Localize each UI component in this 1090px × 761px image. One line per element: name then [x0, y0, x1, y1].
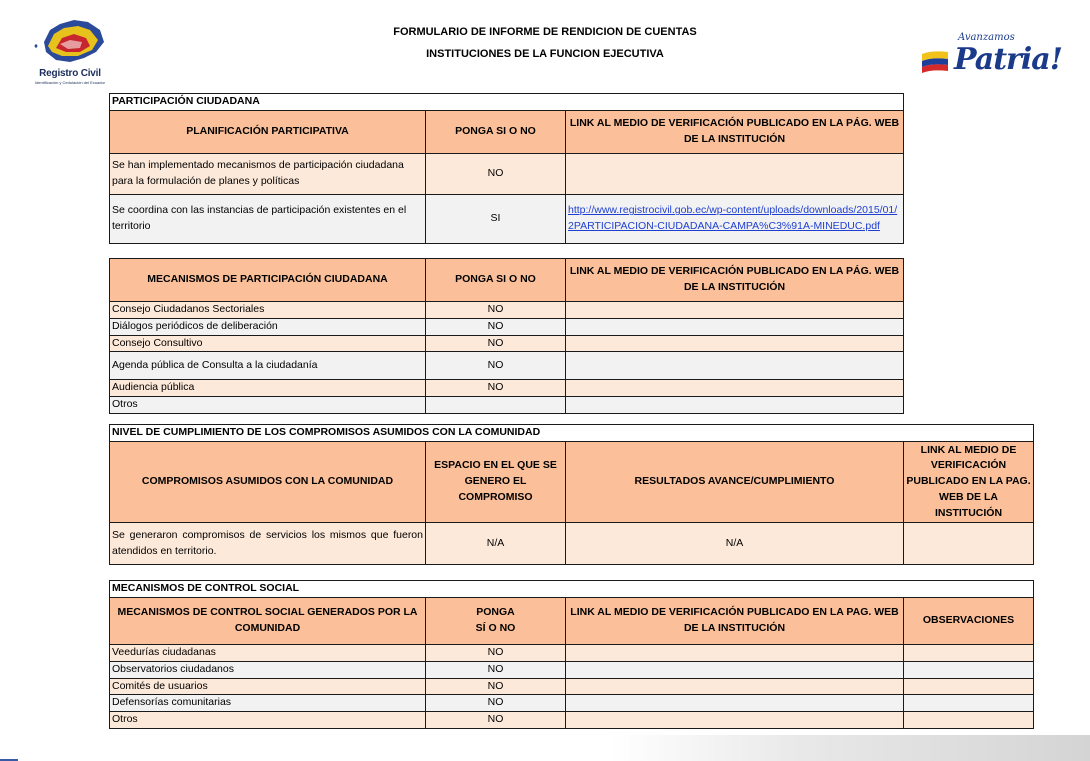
row-link [566, 661, 904, 678]
participacion-ciudadana-table [109, 93, 904, 244]
row-label: Veedurías ciudadanas [110, 645, 426, 662]
table-row [110, 318, 904, 335]
slide-corner-decoration [610, 735, 1090, 761]
row-label: Comités de usuarios [110, 678, 426, 695]
row-observaciones [904, 695, 1034, 712]
row-value [426, 397, 566, 414]
section-title: MECANISMOS DE CONTROL SOCIAL [110, 581, 1034, 598]
row-label: Observatorios ciudadanos [110, 661, 426, 678]
column-header: MECANISMOS DE CONTROL SOCIAL GENERADOS POR LA COMUNIDAD [110, 598, 426, 645]
mecanismos-participacion-table [109, 258, 904, 414]
column-header: PONGA SI O NO [426, 111, 566, 154]
row-value: NO [426, 302, 566, 319]
row-label: Consejo Ciudadanos Sectoriales [110, 302, 426, 319]
table-row [110, 695, 1034, 712]
column-header: PONGA SI O NO [426, 259, 566, 302]
compromisos-table [109, 424, 1034, 565]
ecuador-map-icon [30, 12, 110, 70]
table-row [110, 397, 904, 414]
table-row [110, 154, 904, 195]
row-label: Se coordina con las instancias de participación existentes en el territorio [110, 195, 426, 244]
row-link [566, 302, 904, 319]
registro-civil-tagline: Identificación y Cedulación del Ecuador [34, 80, 106, 85]
table-row [110, 678, 1034, 695]
control-social-table [109, 580, 1034, 729]
row-value: NO [426, 695, 566, 712]
row-link [566, 154, 904, 195]
row-link [566, 352, 904, 380]
table-row [110, 352, 904, 380]
row-label: Se generaron compromisos de servicios los mismos que fueron atendidos en territorio. [110, 523, 426, 565]
verification-link[interactable]: http://www.registrocivil.gob.ec/wp-content/uploads/downloads/2015/01/2PARTICIPACION-CIUDADANA-CAMPA%C3%91A-MINEDUC.pdf [568, 204, 898, 232]
section-title: PARTICIPACIÓN CIUDADANA [110, 94, 904, 111]
column-header: MECANISMOS DE PARTICIPACIÓN CIUDADANA [110, 259, 426, 302]
row-value: NO [426, 380, 566, 397]
column-header: COMPROMISOS ASUMIDOS CON LA COMUNIDAD [110, 442, 426, 523]
row-value: NO [426, 335, 566, 352]
column-header: PONGA SÍ O NO [426, 598, 566, 645]
row-link [566, 678, 904, 695]
logo-lead-word: Avanzamos [958, 32, 1015, 43]
row-observaciones [904, 678, 1034, 695]
table-row [110, 523, 1034, 565]
row-label: Otros [110, 712, 426, 729]
row-value: NO [426, 154, 566, 195]
row-value: NO [426, 712, 566, 729]
column-header: LINK AL MEDIO DE VERIFICACIÓN PUBLICADO EN LA PÁG. WEB DE LA INSTITUCIÓN [566, 111, 904, 154]
table-row [110, 335, 904, 352]
row-link [566, 318, 904, 335]
row-label: Consejo Consultivo [110, 335, 426, 352]
row-link [566, 695, 904, 712]
row-link-cell [566, 195, 904, 244]
column-header: LINK AL MEDIO DE VERIFICACIÓN PUBLICADO EN LA PÁG. WEB DE LA INSTITUCIÓN [566, 259, 904, 302]
row-value: NO [426, 352, 566, 380]
row-value: NO [426, 661, 566, 678]
table-row [110, 661, 1034, 678]
table-row [110, 712, 1034, 729]
row-value: NO [426, 318, 566, 335]
column-header: PLANIFICACIÓN PARTICIPATIVA [110, 111, 426, 154]
row-label: Se han implementado mecanismos de participación ciudadana para la formulación de planes y políticas [110, 154, 426, 195]
table-row [110, 302, 904, 319]
column-header: ESPACIO EN EL QUE SE GENERO EL COMPROMISO [426, 442, 566, 523]
row-link [566, 335, 904, 352]
row-observaciones [904, 712, 1034, 729]
row-observaciones [904, 661, 1034, 678]
table-row [110, 380, 904, 397]
row-value: SI [426, 195, 566, 244]
section-title: NIVEL DE CUMPLIMIENTO DE LOS COMPROMISOS ASUMIDOS CON LA COMUNIDAD [110, 425, 1034, 442]
column-header: OBSERVACIONES [904, 598, 1034, 645]
logo-main-word: Patria! [954, 42, 1062, 77]
row-espacio: N/A [426, 523, 566, 565]
column-header: LINK AL MEDIO DE VERIFICACIÓN PUBLICADO EN LA PAG. WEB DE LA INSTITUCIÓN [904, 442, 1034, 523]
row-label: Audiencia pública [110, 380, 426, 397]
row-label: Defensorías comunitarias [110, 695, 426, 712]
table-row [110, 645, 1034, 662]
form-title: FORMULARIO DE INFORME DE RENDICION DE CUENTAS [393, 26, 697, 38]
row-link [566, 380, 904, 397]
row-value: NO [426, 645, 566, 662]
form-subtitle: INSTITUCIONES DE LA FUNCION EJECUTIVA [426, 48, 664, 60]
column-header: RESULTADOS AVANCE/CUMPLIMIENTO [566, 442, 904, 523]
registro-civil-name: Registro Civil [39, 68, 101, 79]
row-observaciones [904, 645, 1034, 662]
column-header: LINK AL MEDIO DE VERIFICACIÓN PUBLICADO EN LA PAG. WEB DE LA INSTITUCIÓN [566, 598, 904, 645]
row-link [566, 645, 904, 662]
row-link [904, 523, 1034, 565]
row-link [566, 712, 904, 729]
row-label: Agenda pública de Consulta a la ciudadanía [110, 352, 426, 380]
row-link [566, 397, 904, 414]
row-label: Otros [110, 397, 426, 414]
table-row [110, 195, 904, 244]
row-label: Diálogos periódicos de deliberación [110, 318, 426, 335]
row-resultados: N/A [566, 523, 904, 565]
row-value: NO [426, 678, 566, 695]
